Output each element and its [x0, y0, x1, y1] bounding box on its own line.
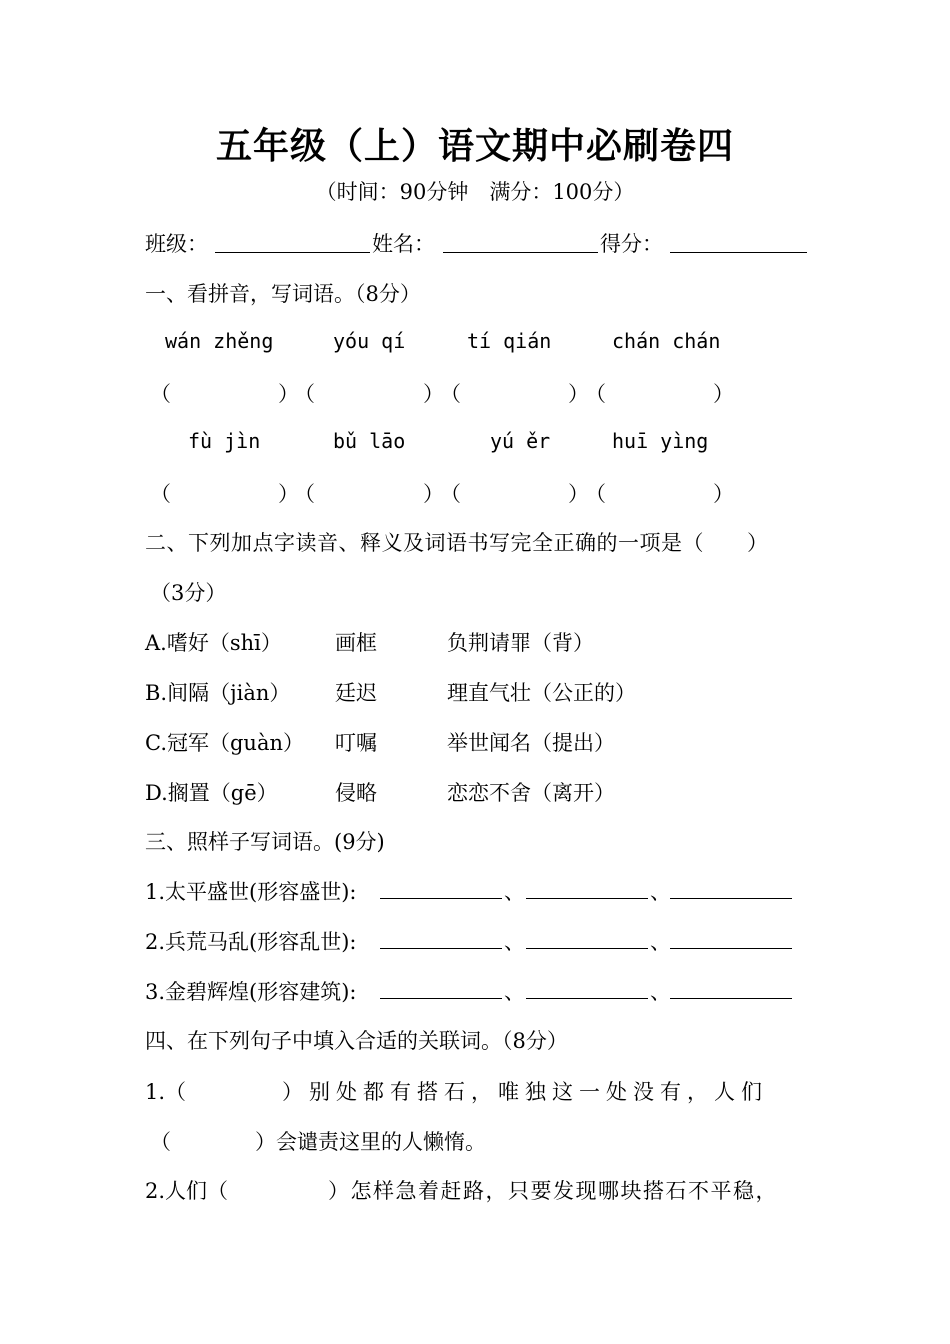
answer-paren-open: （: [440, 382, 461, 406]
class-blank[interactable]: [215, 230, 370, 253]
class-field-label: 班级：: [145, 232, 208, 256]
section2-score: （3分）: [150, 581, 227, 605]
separator: 、: [504, 980, 525, 1004]
page-subtitle: （时间：90分钟 满分：100分）: [315, 180, 635, 204]
word-prompt: 3.金碧辉煌(形容建筑):: [145, 980, 357, 1004]
option-c-word2: 叮嘱: [335, 731, 377, 755]
answer-paren-open: （: [294, 382, 315, 406]
separator: 、: [650, 880, 671, 904]
option-b-idiom: 理直气壮（公正的）: [447, 681, 636, 705]
answer-paren-open: （: [440, 482, 461, 506]
pinyin-item: huī yìng: [612, 429, 709, 453]
answer-paren-close: ）: [278, 382, 299, 406]
section2-heading: 二、下列加点字读音、释义及词语书写完全正确的一项是（ ）: [145, 531, 769, 555]
answer-paren-open: （: [585, 482, 606, 506]
pinyin-item: fù jìn: [188, 429, 261, 453]
sentence1-text: ）别处都有搭石，唯独这一处没有，人们: [282, 1080, 768, 1104]
word-prompt: 1.太平盛世(形容盛世):: [145, 880, 357, 904]
word-blank[interactable]: [670, 926, 792, 949]
option-a-idiom: 负荆请罪（背）: [447, 631, 594, 655]
sentence2-text: ）怎样急着赶路，只要发现哪块搭石不平稳，: [328, 1179, 778, 1203]
word-blank[interactable]: [526, 876, 648, 899]
name-blank[interactable]: [443, 230, 598, 253]
separator: 、: [504, 930, 525, 954]
sentence2-start: 2.人们（: [145, 1179, 229, 1203]
answer-paren-open: （: [585, 382, 606, 406]
sentence1-cont-text: ）会谴责这里的人懒惰。: [255, 1130, 486, 1154]
sentence1-start: 1.（: [145, 1080, 187, 1104]
pinyin-item: yóu qí: [333, 329, 406, 353]
pinyin-item: chán chán: [612, 329, 721, 353]
pinyin-item: bǔ lāo: [333, 429, 406, 453]
answer-paren-close: ）: [423, 482, 444, 506]
answer-paren-open: （: [150, 482, 171, 506]
answer-paren-open: （: [294, 482, 315, 506]
page-title: 五年级（上）语文期中必刷卷四: [215, 125, 734, 167]
word-prompt: 2.兵荒马乱(形容乱世):: [145, 930, 357, 954]
option-c-word: C.冠军（guàn）: [145, 731, 305, 755]
separator: 、: [650, 980, 671, 1004]
option-d-word: D.搁置（gē）: [145, 781, 278, 805]
answer-paren-open: （: [150, 382, 171, 406]
word-blank[interactable]: [670, 976, 792, 999]
word-blank[interactable]: [380, 976, 502, 999]
name-field-label: 姓名：: [372, 232, 435, 256]
word-blank[interactable]: [526, 976, 648, 999]
answer-paren-close: ）: [568, 482, 589, 506]
word-blank[interactable]: [380, 876, 502, 899]
separator: 、: [650, 930, 671, 954]
section3-heading: 三、照样子写词语。(9分): [145, 830, 385, 854]
answer-paren-close: ）: [568, 382, 589, 406]
option-d-word2: 侵略: [335, 781, 377, 805]
section1-heading: 一、看拼音，写词语。（8分）: [145, 282, 421, 306]
answer-paren-close: ）: [713, 482, 734, 506]
score-field-label: 得分：: [600, 232, 663, 256]
option-c-idiom: 举世闻名（提出）: [447, 731, 615, 755]
section4-heading: 四、在下列句子中填入合适的关联词。（8分）: [145, 1029, 568, 1053]
pinyin-item: wán zhěng: [165, 329, 274, 353]
word-blank[interactable]: [380, 926, 502, 949]
separator: 、: [504, 880, 525, 904]
option-d-idiom: 恋恋不舍（离开）: [447, 781, 615, 805]
word-blank[interactable]: [670, 876, 792, 899]
option-a-word: A.嗜好（shī）: [145, 631, 282, 655]
answer-paren-close: ）: [713, 382, 734, 406]
answer-paren-close: ）: [423, 382, 444, 406]
option-b-word2: 廷迟: [335, 681, 377, 705]
answer-paren-close: ）: [278, 482, 299, 506]
option-b-word: B.间隔（jiàn）: [145, 681, 291, 705]
word-blank[interactable]: [526, 926, 648, 949]
option-a-word2: 画框: [335, 631, 377, 655]
score-blank[interactable]: [670, 230, 807, 253]
pinyin-item: tí qián: [467, 329, 552, 353]
pinyin-item: yú ěr: [490, 429, 551, 453]
sentence1-cont-open: （: [150, 1130, 171, 1154]
